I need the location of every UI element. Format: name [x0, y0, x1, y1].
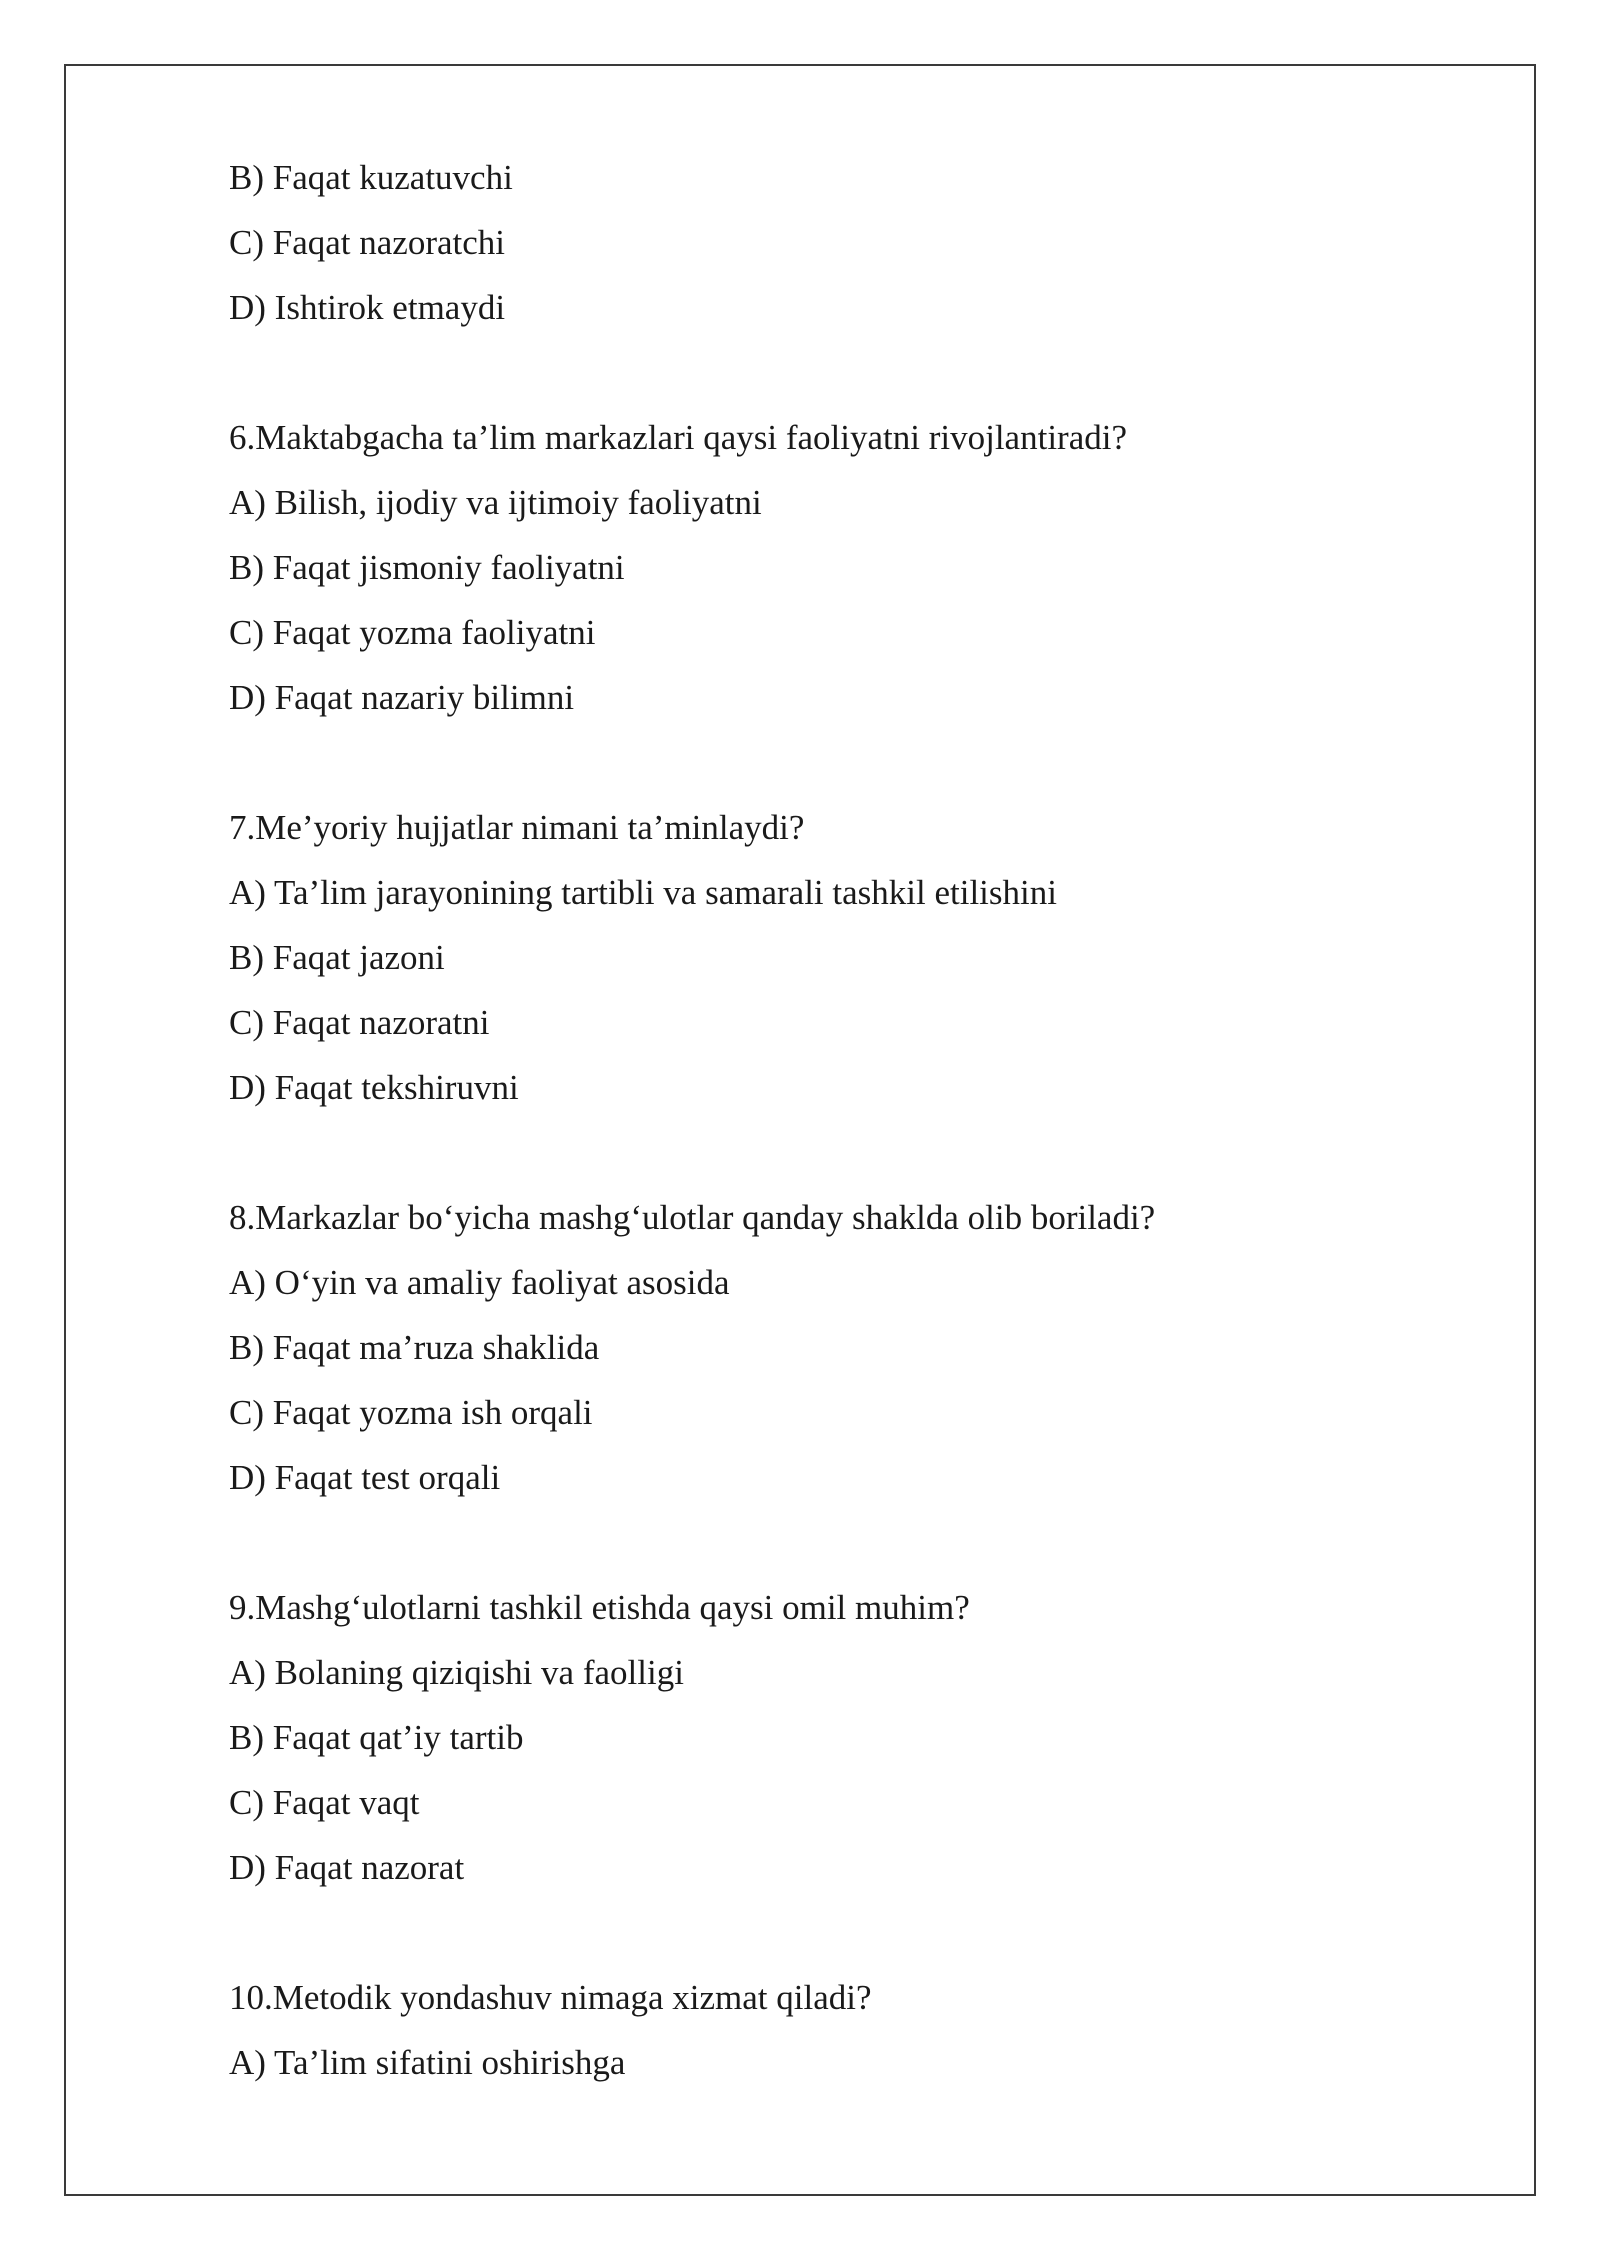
question-text: 6.Maktabgacha ta’lim markazlari qaysi faoliyatni rivojlantiradi?	[229, 418, 1127, 457]
spacer	[229, 1510, 1469, 1575]
question-text: 7.Me’yoriy hujjatlar nimani ta’minlaydi?	[229, 808, 805, 847]
answer-option: D) Faqat nazorat	[229, 1848, 465, 1887]
question-8-block	[229, 1185, 1469, 1510]
question-6-block	[229, 405, 1469, 730]
answer-option: B) Faqat jazoni	[229, 938, 445, 977]
question-text: 10.Metodik yondashuv nimaga xizmat qiladi?	[229, 1978, 872, 2017]
answer-option: D) Faqat nazariy bilimni	[229, 678, 575, 717]
question-text: 8.Markazlar bo‘yicha mashg‘ulotlar qanday shaklda olib boriladi?	[229, 1198, 1156, 1237]
answer-option: C) Faqat nazoratni	[229, 1003, 490, 1042]
spacer	[229, 1900, 1469, 1965]
spacer	[229, 730, 1469, 795]
answer-option: B) Faqat jismoniy faoliyatni	[229, 548, 625, 587]
answer-option: A) Ta’lim jarayonining tartibli va samarali tashkil etilishini	[229, 873, 1057, 912]
spacer	[229, 340, 1469, 405]
spacer	[229, 1120, 1469, 1185]
question-9-block	[229, 1575, 1469, 1900]
question-7-block	[229, 795, 1469, 1120]
answer-option: B) Faqat kuzatuvchi	[229, 158, 513, 197]
answer-option: C) Faqat vaqt	[229, 1783, 420, 1822]
answer-option: C) Faqat yozma faoliyatni	[229, 613, 596, 652]
question-5-continuation	[229, 145, 1469, 340]
answer-option: A) Ta’lim sifatini oshirishga	[229, 2043, 626, 2082]
answer-option: D) Ishtirok etmaydi	[229, 288, 506, 327]
document-content	[229, 145, 1469, 2095]
answer-option: D) Faqat test orqali	[229, 1458, 501, 1497]
answer-option: D) Faqat tekshiruvni	[229, 1068, 519, 1107]
answer-option: C) Faqat nazoratchi	[229, 223, 506, 262]
question-text: 9.Mashg‘ulotlarni tashkil etishda qaysi omil muhim?	[229, 1588, 970, 1627]
answer-option: B) Faqat qat’iy tartib	[229, 1718, 524, 1757]
answer-option: B) Faqat ma’ruza shaklida	[229, 1328, 600, 1367]
answer-option: A) O‘yin va amaliy faoliyat asosida	[229, 1263, 730, 1302]
answer-option: A) Bilish, ijodiy va ijtimoiy faoliyatni	[229, 483, 762, 522]
answer-option: C) Faqat yozma ish orqali	[229, 1393, 593, 1432]
answer-option: A) Bolaning qiziqishi va faolligi	[229, 1653, 684, 1692]
question-10-block	[229, 1965, 1469, 2095]
